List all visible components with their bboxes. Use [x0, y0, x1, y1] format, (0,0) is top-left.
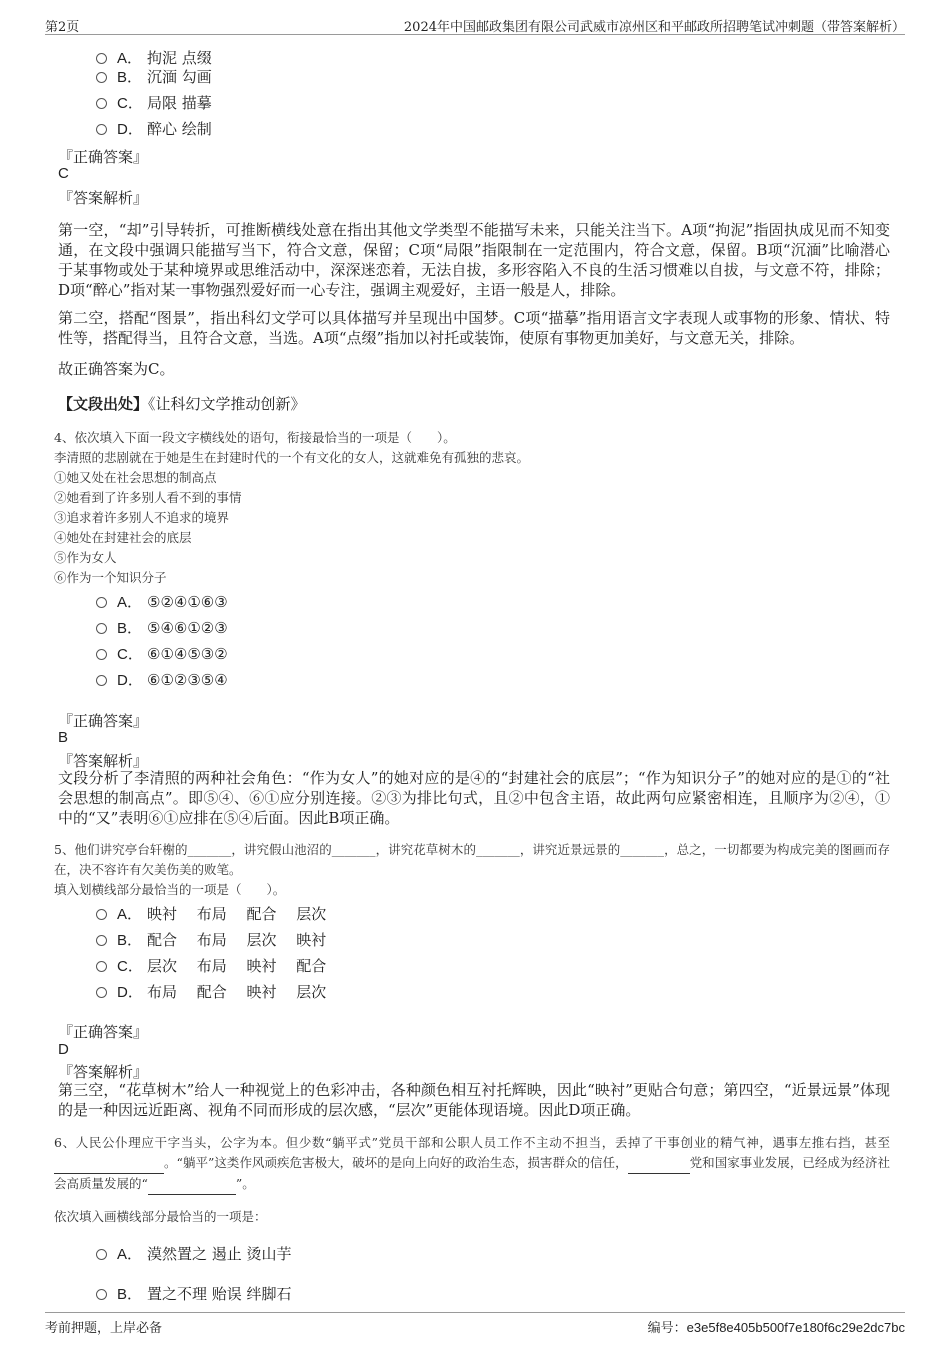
radio-icon[interactable]: [96, 98, 107, 109]
q5-stem: 5、他们讲究亭台轩榭的_______，讲究假山池沼的_______，讲究花草树木的_______，讲究近景远景的_______，总之，一切都要为构成完美的图画而存在，决不容许有欠美伤美的败笔。: [54, 842, 890, 877]
q6-stem: 6、人民公仆理应干字当头，公字为本。但少数“躺平式”党员干部和公职人员工作不主动不担当，丢掉了干事创业的精气神，遇事左推右挡，甚至 。“躺平”这类作风顽疾危害极大，破坏的是向上向好的政治生态，损害群众的信任， 党和国家事业发展，已经成为经济社会高质量发展的“ ”。: [54, 1133, 890, 1195]
radio-icon[interactable]: [96, 1289, 107, 1300]
q4-item: ⑤作为女人: [54, 550, 117, 565]
footer-code: 编号：e3e5f8e405b500f7e180f6c29e2dc7bc: [647, 1320, 905, 1336]
radio-icon[interactable]: [96, 623, 107, 634]
source-text: 《让科幻文学推动创新》: [148, 395, 306, 413]
q4-item: ②她看到了许多别人看不到的事情: [54, 490, 242, 505]
q4-item: ①她又处在社会思想的制高点: [54, 470, 217, 485]
q3-option-c[interactable]: C． 局限 描摹: [96, 92, 212, 112]
source-label: 【文段出处】: [58, 395, 149, 413]
q3-correct-answer: C: [58, 165, 69, 182]
q3-source: [58, 394, 890, 414]
footer-slogan: 考前押题，上岸必备: [45, 1321, 163, 1336]
q4-stem: 4、依次填入下面一段文字横线处的语句，衔接最恰当的一项是（ ）。: [54, 430, 456, 445]
radio-icon[interactable]: [96, 987, 107, 998]
q5-sub: 填入划横线部分最恰当的一项是（ ）。: [54, 882, 286, 897]
q4-option-a[interactable]: A． ⑤②④①⑥③: [96, 591, 228, 611]
q4-item: ④她处在封建社会的底层: [54, 530, 192, 545]
q3-option-d[interactable]: D． 醉心 绘制: [96, 118, 212, 138]
radio-icon[interactable]: [96, 53, 107, 64]
radio-icon[interactable]: [96, 649, 107, 660]
q4-item: ③追求着许多别人不追求的境界: [54, 510, 230, 525]
q4-passage: 李清照的悲剧就在于她是生在封建时代的一个有文化的女人，这就难免有孤独的悲哀。: [54, 450, 530, 465]
blank-line: [148, 1174, 236, 1195]
q5-option-d[interactable]: D． 布局 配合 映衬 层次: [96, 981, 326, 1001]
q4-correct-answer: B: [58, 729, 69, 746]
blank-line: [54, 1153, 164, 1174]
q5-option-c[interactable]: C． 层次 布局 映衬 配合: [96, 955, 326, 975]
radio-icon[interactable]: [96, 72, 107, 83]
radio-icon[interactable]: [96, 124, 107, 135]
q4-option-c[interactable]: C． ⑥①④⑤③②: [96, 643, 228, 663]
q5-correct-answer: D: [58, 1041, 69, 1058]
q6-sub: 依次填入画横线部分最恰当的一项是：: [54, 1209, 267, 1224]
document-title: 2024年中国邮政集团有限公司武威市凉州区和平邮政所招聘笔试冲刺题（带答案解析）: [403, 20, 905, 35]
q3-correct-label: 『正确答案』: [58, 148, 149, 166]
q6-option-a[interactable]: A． 漠然置之 遏止 烫山芋: [96, 1243, 292, 1263]
q5-option-a[interactable]: A． 映衬 布局 配合 层次: [96, 903, 326, 923]
q5-analysis: 第三空，“花草树木”给人一种视觉上的色彩冲击，各种颜色相互衬托辉映，因此“映衬”更贴合句意；第四空，“近景远景”体现的是一种因远近距离、视角不同而形成的层次感，“层次”更能体现语境。因此D项正确。: [58, 1081, 890, 1119]
q5-option-b[interactable]: B． 配合 布局 层次 映衬: [96, 929, 326, 949]
q3-analysis-p3: 故正确答案为C。: [58, 360, 175, 378]
q4-analysis-label: 『答案解析』: [58, 752, 149, 770]
q5-analysis-label: 『答案解析』: [58, 1063, 149, 1081]
q6-option-b[interactable]: B． 置之不理 贻误 绊脚石: [96, 1283, 292, 1303]
q4-correct-label: 『正确答案』: [58, 712, 149, 730]
blank-line: [628, 1153, 690, 1174]
q4-analysis: 文段分析了李清照的两种社会角色：“作为女人”的她对应的是④的“封建社会的底层”；“作为知识分子”的她对应的是①的“社会思想的制高点”。即⑤④、⑥①应分别连接。②③为排比句式，且②中包含主语，故此两句应紧密相连，且顺序为②④，①中的“又”表明⑥①应排在⑤④后面。因此B项正确。: [58, 769, 890, 827]
radio-icon[interactable]: [96, 909, 107, 920]
page-header: [45, 14, 905, 35]
q5-correct-label: 『正确答案』: [58, 1023, 149, 1041]
radio-icon[interactable]: [96, 1249, 107, 1260]
q4-option-b[interactable]: B． ⑤④⑥①②③: [96, 617, 228, 637]
radio-icon[interactable]: [96, 675, 107, 686]
q3-option-a[interactable]: A． 拘泥 点缀: [96, 47, 212, 67]
q4-item: ⑥作为一个知识分子: [54, 570, 167, 585]
radio-icon[interactable]: [96, 597, 107, 608]
q3-analysis-p1: 第一空，“却”引导转折，可推断横线处意在指出其他文学类型不能描写未来，只能关注当下。A项“拘泥”指固执成见而不知变通，在文段中强调只能描写当下，符合文意，保留；C项“局限”指限制在一定范围内，符合文意，保留。B项“沉湎”比喻潜心于某事物或处于某种境界或思维活动中，深深迷恋着，无法自拔，多形容陷入不良的生活习惯难以自拔，与文意不符，排除；D项“醉心”指对某一事物强烈爱好而一心专注，强调主观爱好，主语一般是人，排除。: [58, 221, 890, 299]
page-footer: [45, 1312, 905, 1335]
radio-icon[interactable]: [96, 961, 107, 972]
q4-option-d[interactable]: D． ⑥①②③⑤④: [96, 669, 228, 689]
q3-analysis-label: 『答案解析』: [58, 189, 149, 207]
radio-icon[interactable]: [96, 935, 107, 946]
q3-option-b[interactable]: B． 沉湎 勾画: [96, 66, 212, 86]
q3-analysis-p2: 第二空，搭配“图景”，指出科幻文学可以具体描写并呈现出中国梦。C项“描摹”指用语言文字表现人或事物的形象、情状、特性等，搭配得当，且符合文意，当选。A项“点缀”指加以衬托或装饰，使原有事物更加美好，与文意无关，排除。: [58, 309, 890, 347]
page-number: 第2页: [45, 20, 80, 35]
